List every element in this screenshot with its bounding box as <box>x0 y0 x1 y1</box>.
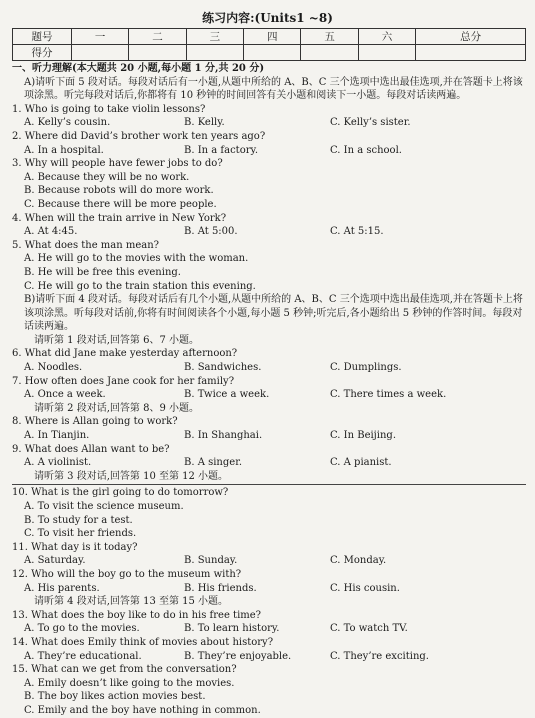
option-b[interactable]: B. The boy likes action movies best. <box>24 691 206 703</box>
question-12: 12. Who will the boy go to the museum with? <box>12 568 242 580</box>
option-c[interactable]: C. There times a week. <box>330 389 447 401</box>
option-b[interactable]: B. At 5:00. <box>184 226 238 238</box>
options-11 <box>12 554 526 568</box>
options-9 <box>12 456 526 470</box>
instruction-3: 请听第 3 段对话,回答第 10 至第 12 小题。 <box>34 470 229 482</box>
option-a[interactable]: A. At 4:45. <box>24 226 78 238</box>
option-b[interactable]: B. He will be free this evening. <box>24 266 181 278</box>
option-a[interactable]: A. To go to the movies. <box>24 623 140 635</box>
option-b[interactable]: B. They’re enjoyable. <box>184 650 292 662</box>
option-b[interactable]: B. Sunday. <box>184 555 238 567</box>
score-header-cell: 一 <box>72 29 129 45</box>
part-b-instructions: B)请听下面 4 段对话。每段对话后有几个小题,从题中所给的 A、B、C 三个选项中选出最佳选项,并在答题卡上将该项涂黑。听每段对话前,你将有时间阅读各个小题,每小题 5 秒钟;听完后,各小题给出 5 秒钟的作答时间。每段对话读两遍。 <box>24 294 523 333</box>
question-9: 9. What does Allan want to be? <box>12 443 170 455</box>
option-c[interactable]: C. His cousin. <box>330 582 400 594</box>
option-a[interactable]: A. To visit the science museum. <box>24 501 184 512</box>
score-header-cell: 五 <box>301 29 358 45</box>
option-c[interactable]: C. Dumplings. <box>330 362 402 374</box>
instruction-4: 请听第 4 段对话,回答第 13 至第 15 小题。 <box>34 596 229 608</box>
fold-line <box>12 484 526 485</box>
part-a-instructions: A)请听下面 5 段对话。每段对话后有一小题,从题中所给的 A、B、C 三个选项中选出最佳选项,并在答题卡上将该项涂黑。听完每段对话后,你都将有 10 秒钟的时间回答有关小题和阅读下一小题。每段对话读两遍。 <box>24 76 523 102</box>
option-c[interactable]: C. He will go to the train station this evening. <box>24 280 256 292</box>
question-11: 11. What day is it today? <box>12 541 138 553</box>
option-a[interactable]: A. His parents. <box>24 582 100 594</box>
option-c[interactable]: C. A pianist. <box>330 457 392 469</box>
question-7: 7. How often does Jane cook for her family? <box>12 375 235 387</box>
option-c[interactable]: C. Kelly’s sister. <box>330 117 411 129</box>
section-heading: 一、听力理解(本大题共 20 小题,每小题 1 分,共 20 分) <box>12 63 265 74</box>
options-1 <box>12 116 526 130</box>
page-title: 练习内容:(Units1 ~8) <box>202 11 333 25</box>
score-header-cell: 六 <box>358 29 415 45</box>
option-b[interactable]: B. His friends. <box>184 582 257 594</box>
score-header-cell: 三 <box>186 29 243 45</box>
option-a[interactable]: A. Emily doesn’t like going to the movies. <box>24 677 235 689</box>
options-14 <box>12 650 526 664</box>
option-a[interactable]: A. A violinist. <box>24 457 92 469</box>
listening-section <box>12 62 526 718</box>
score-cell <box>244 45 301 61</box>
option-b[interactable]: B. Sandwiches. <box>184 362 262 374</box>
option-b[interactable]: B. A singer. <box>184 457 243 469</box>
score-cell <box>72 45 129 61</box>
score-cell <box>301 45 358 61</box>
score-cell <box>186 45 243 61</box>
option-b[interactable]: B. To study for a test. <box>24 514 133 526</box>
option-b[interactable]: B. Kelly. <box>184 117 225 129</box>
option-a[interactable]: A. He will go to the movies with the woman. <box>24 253 249 265</box>
option-a[interactable]: A. Once a week. <box>24 389 106 401</box>
score-table <box>12 28 526 61</box>
option-c[interactable]: C. In Beijing. <box>330 430 397 442</box>
instruction-2: 请听第 2 段对话,回答第 8、9 小题。 <box>34 402 199 414</box>
score-header-cell: 四 <box>244 29 301 45</box>
option-b[interactable]: B. In Shanghai. <box>184 430 263 442</box>
option-b[interactable]: B. To learn history. <box>184 623 280 635</box>
question-4: 4. When will the train arrive in New York? <box>12 212 227 224</box>
option-a[interactable]: A. Saturday. <box>24 555 86 567</box>
option-a[interactable]: A. Kelly’s cousin. <box>24 117 111 129</box>
option-c[interactable]: C. Because there will be more people. <box>24 198 217 210</box>
score-header-cell: 二 <box>129 29 186 45</box>
option-a[interactable]: A. In a hospital. <box>24 144 104 156</box>
option-b[interactable]: B. Because robots will do more work. <box>24 185 214 197</box>
question-8: 8. Where is Allan going to work? <box>12 416 178 428</box>
score-cell <box>416 45 526 61</box>
option-c[interactable]: C. To visit her friends. <box>24 528 137 540</box>
option-c[interactable]: C. In a school. <box>330 144 402 156</box>
score-row-label: 得分 <box>13 45 72 61</box>
option-a[interactable]: A. They’re educational. <box>24 650 142 662</box>
option-c[interactable]: C. At 5:15. <box>330 226 384 238</box>
option-c[interactable]: C. Monday. <box>330 555 387 567</box>
option-c[interactable]: C. To watch TV. <box>330 623 408 635</box>
option-a[interactable]: A. In Tianjin. <box>24 430 90 442</box>
question-14: 14. What does Emily think of movies about history? <box>12 636 274 648</box>
option-a[interactable]: A. Noodles. <box>24 362 83 374</box>
options-8 <box>12 429 526 443</box>
options-4 <box>12 225 526 239</box>
instruction-1: 请听第 1 段对话,回答第 6、7 小题。 <box>34 334 199 346</box>
question-13: 13. What does the boy like to do in his free time? <box>12 609 262 621</box>
question-10: 10. What is the girl going to do tomorrow? <box>12 487 229 499</box>
question-5: 5. What does the man mean? <box>12 239 160 251</box>
option-b[interactable]: B. Twice a week. <box>184 389 270 401</box>
question-1: 1. Who is going to take violin lessons? <box>12 103 206 115</box>
question-3: 3. Why will people have fewer jobs to do? <box>12 158 223 170</box>
option-a[interactable]: A. Because they will be no work. <box>24 171 190 183</box>
options-2 <box>12 144 526 158</box>
score-value-row <box>13 45 526 61</box>
score-header-cell: 总分 <box>416 29 526 45</box>
question-6: 6. What did Jane make yesterday afternoon? <box>12 348 238 360</box>
score-cell <box>129 45 186 61</box>
score-header-cell: 题号 <box>13 29 72 45</box>
option-c[interactable]: C. They’re exciting. <box>330 650 429 662</box>
question-15: 15. What can we get from the conversation? <box>12 664 237 676</box>
question-2: 2. Where did David’s brother work ten years ago? <box>12 130 266 142</box>
options-12 <box>12 582 526 596</box>
option-b[interactable]: B. In a factory. <box>184 144 258 156</box>
options-6 <box>12 361 526 375</box>
option-c[interactable]: C. Emily and the boy have nothing in common. <box>24 704 261 716</box>
options-7 <box>12 388 526 402</box>
options-13 <box>12 622 526 636</box>
score-header-row <box>13 29 526 45</box>
score-cell <box>358 45 415 61</box>
